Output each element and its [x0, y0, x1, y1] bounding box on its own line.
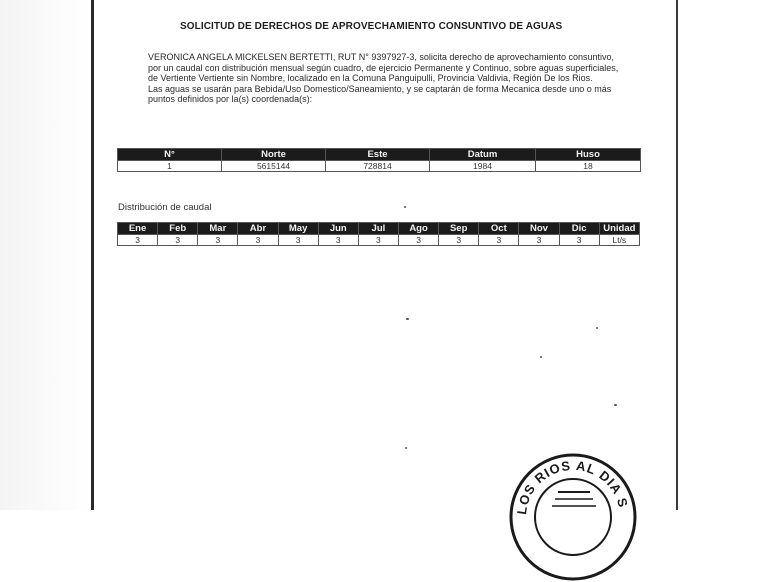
cell-mar: 3 [198, 235, 238, 246]
newspaper-seal-stamp [508, 452, 638, 582]
caudal-header-row [118, 223, 640, 235]
cell-jul: 3 [358, 235, 398, 246]
header-este: Este [326, 149, 430, 161]
cell-oct: 3 [479, 235, 519, 246]
header-numero: N° [118, 149, 222, 161]
cell-may: 3 [278, 235, 318, 246]
scan-speck [404, 206, 406, 208]
cell-jun: 3 [318, 235, 358, 246]
cell-ene: 3 [118, 235, 158, 246]
document-title: SOLICITUD DE DERECHOS DE APROVECHAMIENTO CONSUNTIVO DE AGUAS [180, 21, 563, 32]
cell-feb: 3 [158, 235, 198, 246]
scan-speck [405, 447, 407, 449]
cell-ago: 3 [398, 235, 438, 246]
caudal-label: Distribución de caudal [118, 202, 212, 213]
header-may: May [278, 223, 318, 235]
cell-unidad: Lt/s [599, 235, 639, 246]
cell-huso: 18 [536, 161, 641, 172]
cell-numero: 1 [118, 161, 222, 172]
coordinates-header-row [118, 149, 641, 161]
header-sep: Sep [439, 223, 479, 235]
usage-paragraph: Las aguas se usarán para Bebida/Uso Domestico/Saneamiento, y se captarán de forma Mecanica desde uno o más puntos definidos por la(s) coordenada(s): [148, 83, 612, 105]
header-jun: Jun [318, 223, 358, 235]
cell-dic: 3 [559, 235, 599, 246]
header-ago: Ago [398, 223, 438, 235]
coordinates-table [117, 148, 641, 172]
table-row [118, 161, 641, 172]
cell-sep: 3 [439, 235, 479, 246]
header-norte: Norte [222, 149, 326, 161]
table-row [118, 235, 640, 246]
header-datum: Datum [430, 149, 536, 161]
header-huso: Huso [536, 149, 641, 161]
page-border-left [91, 0, 94, 510]
header-abr: Abr [238, 223, 278, 235]
scan-speck [540, 356, 542, 358]
scan-speck [596, 327, 598, 329]
scan-margin [0, 0, 91, 510]
svg-text:LOS RIOS AL DIA S: LOS RIOS AL DIA S [513, 457, 632, 516]
scan-speck [614, 404, 617, 406]
header-oct: Oct [479, 223, 519, 235]
cell-datum: 1984 [430, 161, 536, 172]
document-body [148, 52, 628, 105]
cell-este: 728814 [326, 161, 430, 172]
cell-norte: 5615144 [222, 161, 326, 172]
cell-nov: 3 [519, 235, 559, 246]
scan-speck [406, 318, 409, 320]
page-border-right [676, 0, 678, 510]
header-nov: Nov [519, 223, 559, 235]
caudal-table [117, 222, 640, 246]
request-paragraph: VERONICA ANGELA MICKELSEN BERTETTI, RUT N° 9397927-3, solicita derecho de aprovechamiento consuntivo, por un caudal con distribución mensual según cuadro, de ejercicio Permanente y Continuo, sobre aguas superficiales, de Vertiente Vertiente sin Nombre, localizado en la Comuna Panguipulli, Provincia Valdivia, Región De los Rios. [148, 52, 619, 84]
header-feb: Feb [158, 223, 198, 235]
header-unidad: Unidad [599, 223, 639, 235]
header-mar: Mar [198, 223, 238, 235]
header-dic: Dic [559, 223, 599, 235]
header-jul: Jul [358, 223, 398, 235]
cell-abr: 3 [238, 235, 278, 246]
header-ene: Ene [118, 223, 158, 235]
